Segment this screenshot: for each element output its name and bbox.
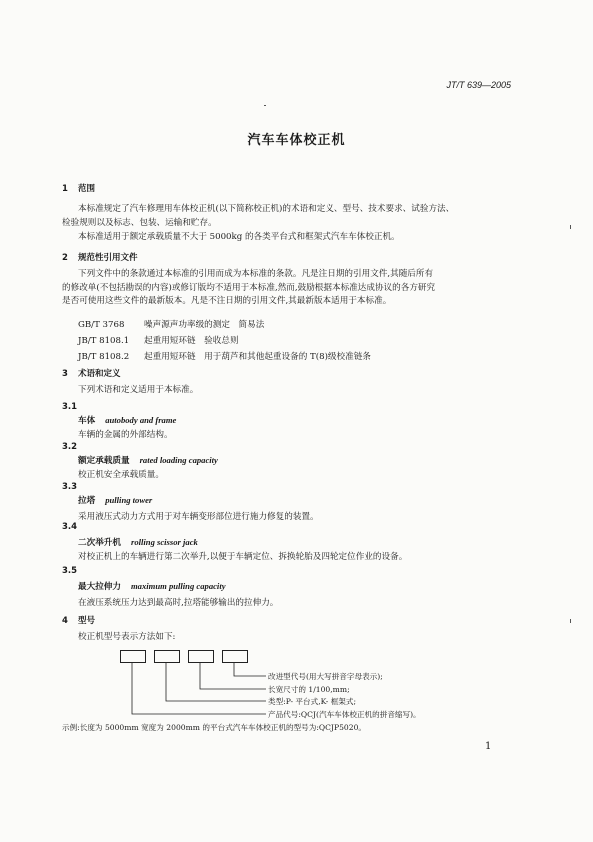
example-text: 示例:长度为 5000mm 宽度为 2000mm 的平台式汽车车体校正机的型号为:QCJP5020。 bbox=[62, 723, 366, 732]
scan-mark bbox=[570, 225, 571, 229]
term-definition: 在液压系统压力达到最高时,拉塔能够输出的拉伸力。 bbox=[78, 598, 279, 608]
reference-title: 起重用短环链 用于葫芦和其他起重设备的 T(8)级校准链条 bbox=[144, 352, 371, 362]
reference-code: GB/T 3768 bbox=[78, 320, 125, 330]
page-number: 1 bbox=[485, 741, 492, 752]
text-line: 下列文件中的条款通过本标准的引用而成为本标准的条款。凡是注日期的引用文件,其随后所有 bbox=[78, 269, 434, 279]
diagram-label: 长宽尺寸的 1/100,mm; bbox=[268, 685, 350, 694]
section-title: 型号 bbox=[78, 616, 96, 626]
page-title: 汽车车体校正机 bbox=[247, 133, 346, 148]
term-definition: 校正机安全承载质量。 bbox=[78, 470, 164, 480]
section-title: 规范性引用文件 bbox=[78, 253, 138, 263]
reference-code: JB/T 8108.1 bbox=[78, 336, 130, 346]
text-line: 是否可使用这些文件的最新版本。凡是不注日期的引用文件,其最新版本适用于本标准。 bbox=[62, 296, 392, 306]
clause-number: 3.1 bbox=[62, 402, 78, 412]
section-3-intro: 下列术语和定义适用于本标准。 bbox=[78, 385, 199, 395]
reference-code: JB/T 8108.2 bbox=[78, 352, 130, 362]
section-title: 范围 bbox=[78, 184, 96, 194]
term-en: pulling tower bbox=[105, 495, 153, 505]
term-zh: 额定承载质量 bbox=[78, 456, 130, 466]
section-4-intro: 校正机型号表示方法如下: bbox=[78, 632, 176, 642]
term-en: maximum pulling capacity bbox=[130, 581, 226, 591]
reference-title: 起重用短环链 验收总则 bbox=[144, 336, 239, 346]
term-en: autobody and frame bbox=[105, 415, 177, 425]
text-line: 检验规则以及标志、包装、运输和贮存。 bbox=[62, 217, 217, 228]
clause-number: 3.3 bbox=[62, 482, 78, 492]
term-zh: 二次举升机 bbox=[78, 538, 121, 548]
diagram-label: 类型:P- 平台式,K- 框架式; bbox=[268, 697, 357, 706]
text-line: 本标准规定了汽车修理用车体校正机(以下简称校正机)的术语和定义、型号、技术要求、试验方法、 bbox=[78, 204, 455, 214]
diagram-label: 产品代号:QCJ(汽车车体校正机的拼音缩写)。 bbox=[268, 710, 421, 719]
section-1-paragraph-2: 本标准适用于额定承载质量不大于 5000kg 的各类平台式和框架式汽车车体校正机。 bbox=[78, 232, 400, 242]
clause-number: 3.4 bbox=[62, 522, 78, 532]
section-number: 4 bbox=[62, 616, 68, 626]
section-number: 1 bbox=[62, 184, 68, 194]
term-zh: 最大拉伸力 bbox=[78, 582, 121, 592]
scan-mark bbox=[264, 105, 266, 106]
document-code: JT/T 639—2005 bbox=[446, 80, 511, 90]
term-zh: 拉塔 bbox=[78, 496, 96, 506]
clause-number: 3.2 bbox=[62, 442, 78, 452]
scan-mark bbox=[570, 619, 571, 623]
term-en: rolling scissor jack bbox=[130, 537, 198, 547]
section-title: 术语和定义 bbox=[78, 369, 121, 379]
section-number: 3 bbox=[62, 369, 68, 379]
term-definition: 采用液压式动力方式用于对车辆变形部位进行施力修复的装置。 bbox=[78, 512, 319, 522]
term-definition: 车辆的金属的外部结构。 bbox=[78, 430, 173, 440]
section-number: 2 bbox=[62, 253, 68, 263]
clause-number: 3.5 bbox=[62, 566, 78, 576]
term-en: rated loading capacity bbox=[139, 455, 218, 465]
text-line: 的修改单(不包括勘误的内容)或修订版均不适用于本标准,然而,鼓励根据本标准达成协议的各方研究 bbox=[62, 282, 436, 293]
reference-title: 噪声源声功率级的测定 简易法 bbox=[144, 320, 265, 330]
diagram-label: 改进型代号(用大写拼音字母表示); bbox=[268, 672, 383, 681]
term-zh: 车体 bbox=[78, 416, 96, 426]
term-definition: 对校正机上的车辆进行第二次举升,以便于车辆定位、拆换轮胎及四轮定位作业的设备。 bbox=[78, 552, 408, 562]
